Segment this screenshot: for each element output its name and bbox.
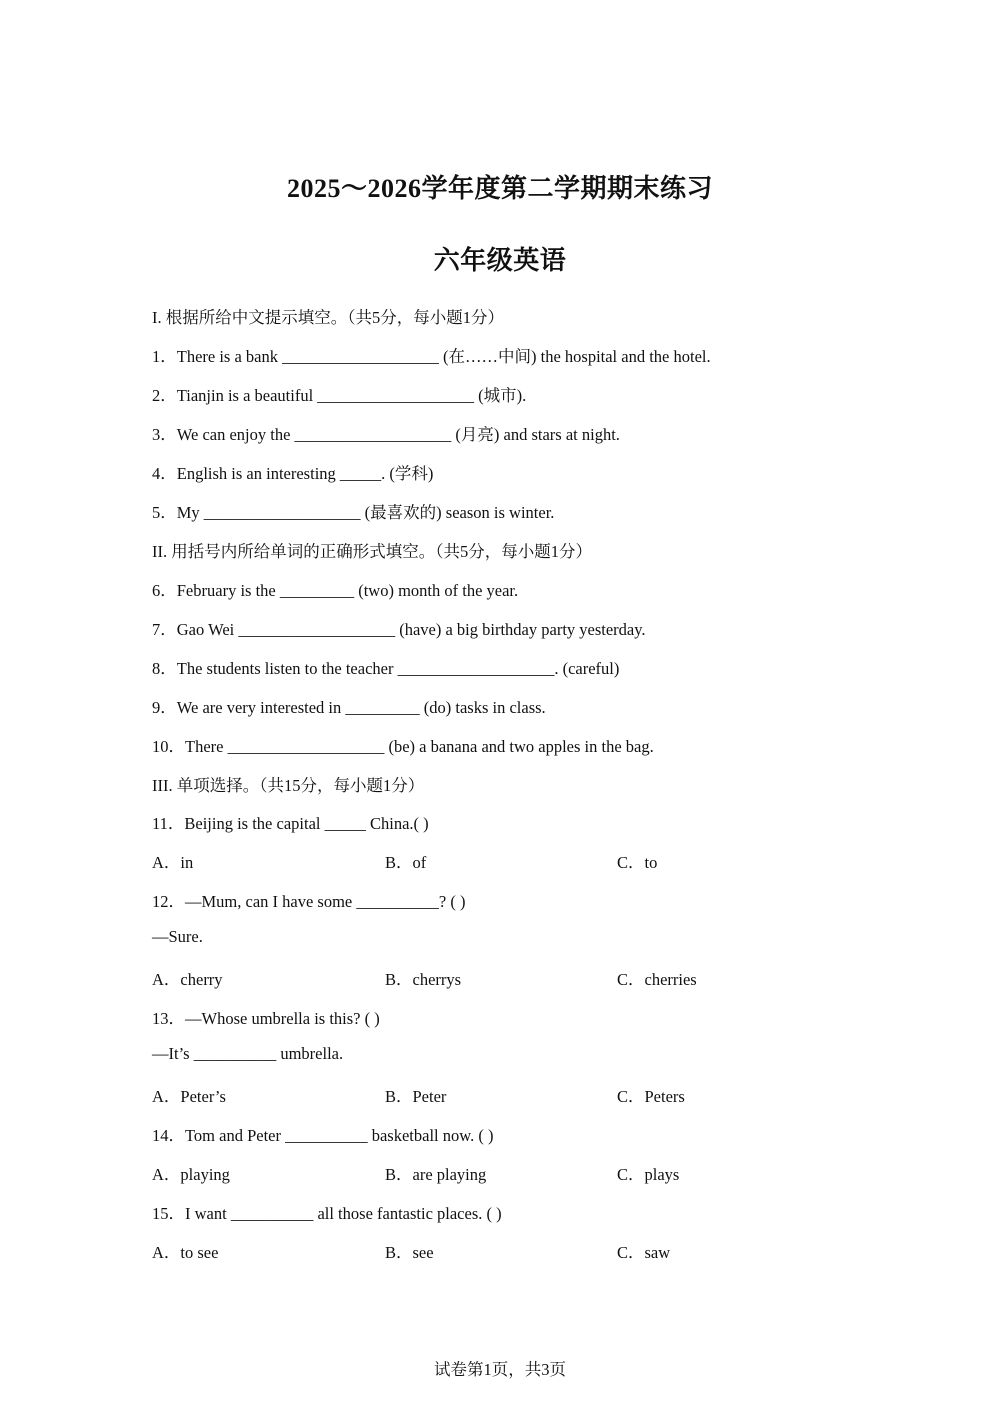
question-11-option-b: B．of	[385, 853, 427, 872]
question-14-option-c: C．plays	[617, 1165, 680, 1184]
question-15-option-c: C．saw	[617, 1243, 671, 1262]
question-7: 7．Gao Wei ___________________ (have) a big birthday party yesterday.	[152, 620, 646, 639]
question-9: 9．We are very interested in _________ (do) tasks in class.	[152, 698, 546, 717]
question-1: 1．There is a bank ___________________ (在……中间) the hospital and the hotel.	[152, 347, 711, 366]
question-4: 4．English is an interesting _____. (学科)	[152, 464, 434, 483]
section-heading-3: III. 单项选择。（共15分，每小题1分）	[152, 776, 425, 795]
exam-subtitle: 六年级英语	[433, 246, 567, 275]
question-11-stem: 11．Beijing is the capital _____ China.( )	[152, 814, 429, 833]
question-15-option-b: B．see	[385, 1243, 434, 1262]
question-10: 10．There ___________________ (be) a banana and two apples in the bag.	[152, 737, 654, 756]
question-13-option-a: A．Peter’s	[152, 1087, 226, 1106]
question-2: 2．Tianjin is a beautiful ___________________ (城市).	[152, 386, 527, 405]
question-11-option-c: C．to	[617, 853, 658, 872]
question-12-stem: 12．—Mum, can I have some __________? ( )	[152, 892, 466, 911]
question-12-option-a: A．cherry	[152, 970, 223, 989]
question-13-reply: —It’s __________ umbrella.	[152, 1044, 344, 1063]
question-11-option-a: A．in	[152, 853, 194, 872]
exam-title: 2025～2026学年度第二学期期末练习	[286, 174, 713, 203]
question-6: 6．February is the _________ (two) month of the year.	[152, 581, 519, 600]
question-5: 5．My ___________________ (最喜欢的) season is winter.	[152, 503, 555, 522]
question-14-option-a: A．playing	[152, 1165, 230, 1184]
question-13-option-b: B．Peter	[385, 1087, 447, 1106]
section-heading-2: II. 用括号内所给单词的正确形式填空。（共5分，每小题1分）	[152, 542, 592, 561]
question-14-stem: 14．Tom and Peter __________ basketball now. ( )	[152, 1126, 494, 1145]
page-footer: 试卷第1页，共3页	[434, 1360, 566, 1379]
question-12-reply: —Sure.	[152, 927, 203, 946]
question-13-stem: 13．—Whose umbrella is this? ( )	[152, 1009, 380, 1028]
question-13-option-c: C．Peters	[617, 1087, 685, 1106]
question-3: 3．We can enjoy the ___________________ (月亮) and stars at night.	[152, 425, 620, 444]
section-heading-1: I. 根据所给中文提示填空。（共5分，每小题1分）	[152, 308, 504, 327]
question-12-option-c: C．cherries	[617, 970, 697, 989]
question-15-stem: 15．I want __________ all those fantastic places. ( )	[152, 1204, 502, 1223]
question-12-option-b: B．cherrys	[385, 970, 462, 989]
question-15-option-a: A．to see	[152, 1243, 219, 1262]
question-14-option-b: B．are playing	[385, 1165, 487, 1184]
question-8: 8．The students listen to the teacher ___________________. (careful)	[152, 659, 620, 678]
